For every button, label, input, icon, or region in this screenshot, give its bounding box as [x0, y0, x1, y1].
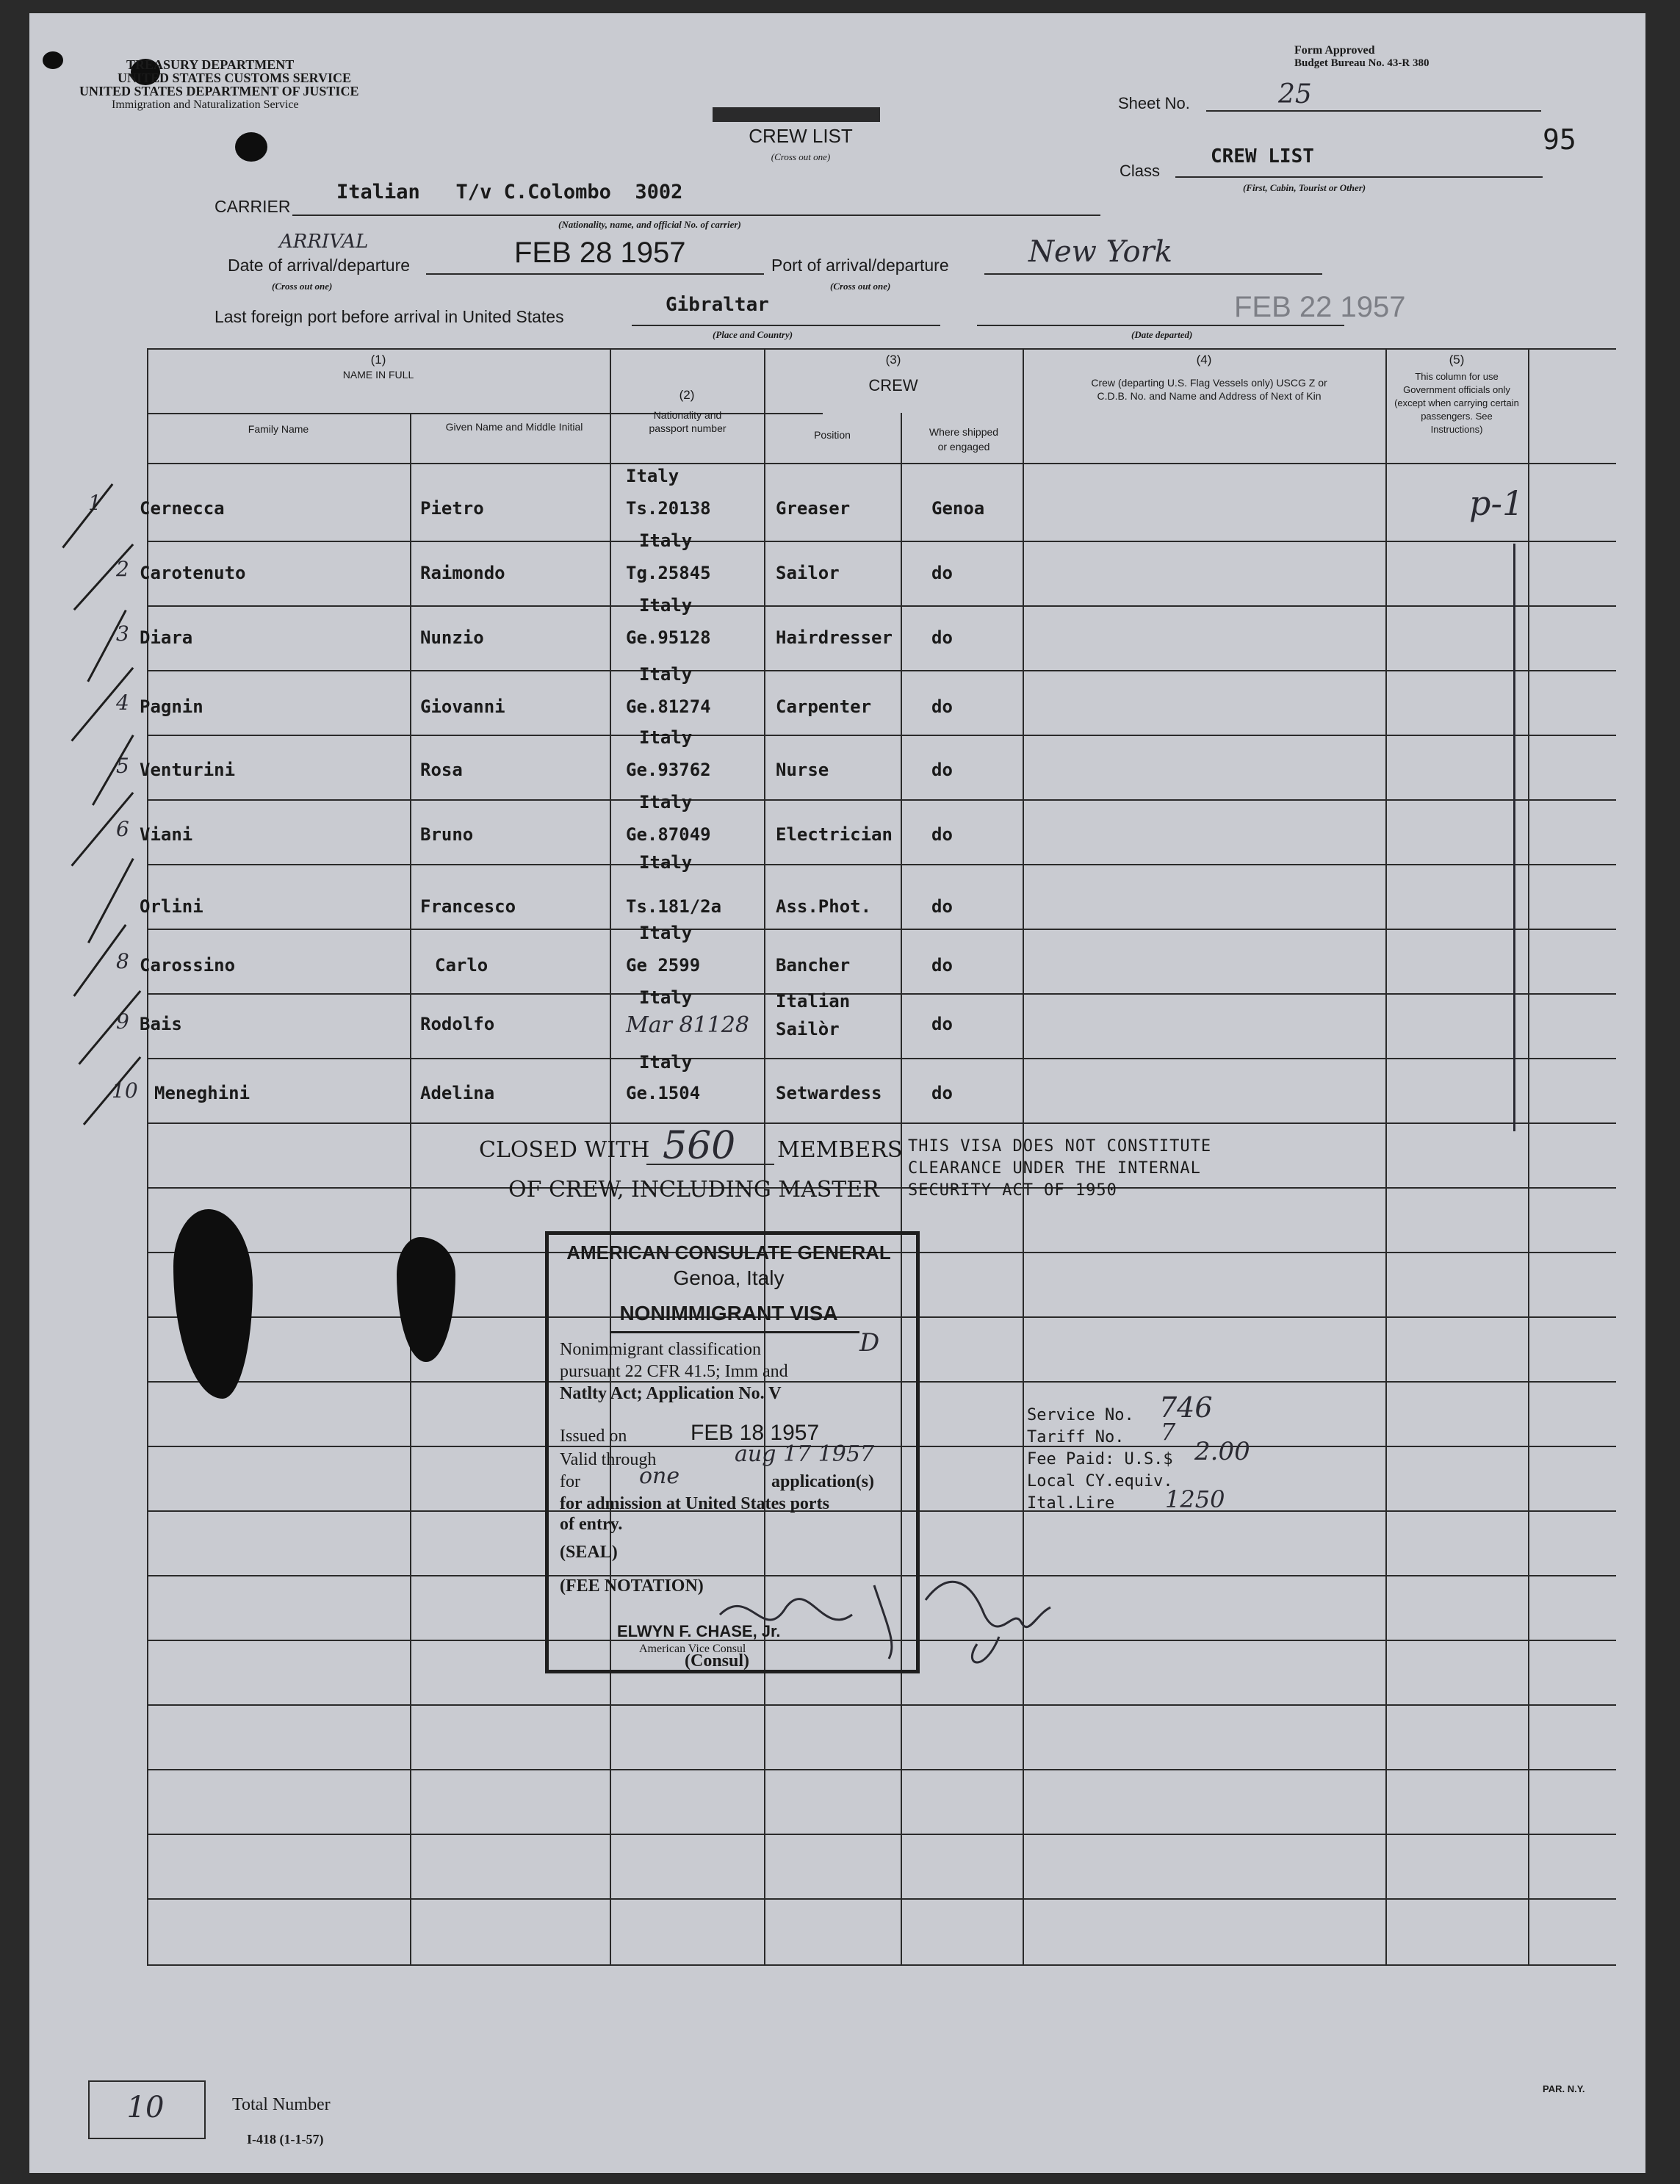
punch-hole-top — [43, 51, 63, 69]
agency-line-2: UNITED STATES CUSTOMS SERVICE — [118, 71, 351, 85]
position: Nurse — [776, 760, 829, 780]
port-label: Port of arrival/departure — [771, 256, 949, 275]
stamp-for-value: one — [639, 1463, 680, 1489]
row-number: 3 — [116, 621, 129, 646]
passport-number: Ge.87049 — [626, 824, 711, 845]
position: Electrician — [776, 824, 893, 845]
where-shipped: do — [931, 563, 953, 583]
row-rule-9 — [147, 1058, 1616, 1059]
family-name: Carotenuto — [140, 563, 246, 583]
form-approved: Form Approved — [1294, 44, 1375, 57]
ink-blot-middle — [397, 1237, 455, 1362]
closed-with-rule — [646, 1164, 774, 1165]
row-rule-7 — [147, 929, 1616, 930]
passport-number: Ge.93762 — [626, 760, 711, 780]
family-name: Meneghini — [154, 1083, 250, 1103]
crew-list-document — [29, 13, 1645, 2173]
col2-title: Nationality and passport number — [649, 409, 727, 434]
row-rule-22 — [147, 1898, 1616, 1900]
stamp-rule — [610, 1331, 859, 1333]
fee-ital-label: Ital.Lire — [1027, 1494, 1115, 1513]
given-name: Giovanni — [420, 696, 505, 717]
stamp-signer-title: American Vice Consul — [639, 1643, 746, 1655]
last-port-value: Gibraltar — [666, 294, 769, 316]
row-rule-4 — [147, 735, 1616, 736]
fee-tariff-value: 7 — [1161, 1418, 1176, 1446]
row-rule-23 — [147, 1964, 1616, 1966]
position: Bancher — [776, 955, 851, 976]
agency-line-3: UNITED STATES DEPARTMENT OF JUSTICE — [79, 84, 359, 98]
printer-mark: PAR. N.Y. — [1543, 2083, 1585, 2094]
carrier-value: Italian T/v C.Colombo 3002 — [336, 181, 683, 203]
nationality: Italy — [639, 727, 693, 748]
nationality: Italy — [639, 923, 693, 943]
stamp-line-1: AMERICAN CONSULATE GENERAL — [566, 1241, 891, 1264]
port-value: New York — [1028, 235, 1172, 269]
class-value: CREW LIST — [1211, 145, 1314, 167]
date-departed-rule — [977, 325, 1344, 326]
where-shipped: do — [931, 824, 953, 845]
stamp-for-label: for — [560, 1472, 580, 1491]
form-number: I-418 (1-1-57) — [247, 2132, 324, 2147]
family-name: Pagnin — [140, 696, 203, 717]
position: Hairdresser — [776, 627, 893, 648]
stamp-entry: of entry. — [560, 1515, 623, 1534]
col-rule-3 — [764, 348, 765, 1964]
row-rule-1 — [147, 541, 1616, 542]
port-rule — [984, 273, 1322, 275]
stamp-consul: (Consul) — [685, 1651, 750, 1671]
given-name: Pietro — [420, 498, 484, 519]
row-number: 6 — [116, 817, 129, 841]
given-name: Rosa — [420, 760, 463, 780]
position: Carpenter — [776, 696, 872, 717]
date-value: FEB 28 1957 — [514, 237, 686, 269]
stamp-classification-value: D — [859, 1328, 880, 1358]
family-name: Diara — [140, 627, 193, 648]
col-rule-6 — [1385, 348, 1387, 1964]
family-name: Carossino — [140, 955, 236, 976]
last-port-note: (Place and Country) — [713, 329, 793, 340]
date-departed-value: FEB 22 1957 — [1234, 291, 1406, 323]
date-departed-note: (Date departed) — [1131, 329, 1193, 340]
nationality: Italy — [639, 530, 693, 551]
family-name: Orlini — [140, 896, 203, 917]
closed-with-label: CLOSED WITH — [479, 1137, 650, 1163]
row-rule-3 — [147, 670, 1616, 671]
ink-blot-header — [235, 132, 267, 162]
given-name: Carlo — [435, 955, 489, 976]
row-number: 8 — [116, 949, 129, 973]
col2-number: (2) — [679, 388, 695, 402]
row-rule-5 — [147, 799, 1616, 801]
where-shipped: Genoa — [931, 498, 985, 519]
date-label: Date of arrival/departure — [228, 256, 411, 275]
row-rule-6 — [147, 864, 1616, 865]
family-name: Bais — [140, 1014, 182, 1034]
last-port-rule — [632, 325, 940, 326]
fee-service-label: Service No. — [1027, 1406, 1134, 1424]
where-shipped: do — [931, 1014, 953, 1034]
row-number: 5 — [116, 754, 129, 778]
class-note: (First, Cabin, Tourist or Other) — [1243, 182, 1366, 193]
page-number: 95 — [1543, 123, 1576, 156]
family-name: Venturini — [140, 760, 236, 780]
col-rule-5 — [1023, 348, 1024, 1964]
col1a-header: Family Name — [248, 423, 309, 435]
col4-title: Crew (departing U.S. Flag Vessels only) USCG Z or C.D.B. No. and Name and Address of Next of Kin — [1091, 377, 1327, 402]
nationality: Italy — [639, 664, 693, 685]
date-rule — [426, 273, 764, 275]
where-shipped: do — [931, 896, 953, 917]
class-label: Class — [1120, 162, 1161, 180]
fee-tariff-label: Tariff No. — [1027, 1428, 1125, 1446]
fee-service-value: 746 — [1159, 1391, 1213, 1424]
sheet-label: Sheet No. — [1118, 94, 1190, 112]
passport-number: Ge.81274 — [626, 696, 711, 717]
visa-note-3: SECURITY ACT OF 1950 — [908, 1181, 1117, 1200]
position: Greaser — [776, 498, 851, 519]
row-number: 9 — [116, 1009, 129, 1034]
fee-ital-value: 1250 — [1165, 1485, 1225, 1513]
table-top-rule — [147, 348, 1616, 350]
stamp-pursuant-2: Natlty Act; Application No. V — [560, 1384, 782, 1403]
row-number — [95, 873, 109, 897]
passport-number: Ge.1504 — [626, 1083, 701, 1103]
col-rule-7 — [1528, 348, 1529, 1964]
budget-bureau: Budget Bureau No. 43-R 380 — [1294, 57, 1430, 69]
tick-mark — [87, 610, 126, 682]
col5-title: This column for use Government officials only (except when carrying certain passengers. See Instructions) — [1394, 371, 1519, 435]
stamp-admission: for admission at United States ports — [560, 1494, 829, 1513]
agency-line-4: Immigration and Naturalization Service — [112, 98, 299, 111]
passport-number: Ts.20138 — [626, 498, 711, 519]
nationality: Italy — [639, 595, 693, 616]
col3a-header: Position — [814, 429, 851, 441]
tick-mark — [78, 990, 141, 1065]
col1-number: (1) — [370, 353, 386, 367]
struck-title — [713, 107, 880, 122]
nationality: Italy — [639, 987, 693, 1008]
col3-title: CREW — [868, 376, 918, 394]
nationality: Italy — [626, 466, 679, 486]
where-shipped: do — [931, 696, 953, 717]
class-rule — [1175, 176, 1543, 178]
fee-paid-label: Fee Paid: U.S.$ — [1027, 1450, 1173, 1468]
total-value: 10 — [126, 2091, 165, 2124]
stamp-issued-label: Issued on — [560, 1427, 627, 1446]
stamp-signer: ELWYN F. CHASE, Jr. — [617, 1622, 781, 1640]
passport-number: Ge.95128 — [626, 627, 711, 648]
form-title: CREW LIST — [749, 125, 853, 147]
position: Sailor — [776, 563, 840, 583]
stamp-line-3: NONIMMIGRANT VISA — [619, 1302, 838, 1325]
visa-note-1: THIS VISA DOES NOT CONSTITUTE — [908, 1137, 1212, 1156]
col3-number: (3) — [885, 353, 901, 367]
visa-note-2: CLEARANCE UNDER THE INTERNAL — [908, 1159, 1201, 1178]
fee-paid-value: 2.00 — [1194, 1437, 1250, 1466]
title-note: (Cross out one) — [771, 151, 831, 162]
passport-number: Tg.25845 — [626, 563, 711, 583]
passport-number: Mar 81128 — [626, 1012, 749, 1038]
stamp-seal: (SEAL) — [560, 1543, 618, 1562]
tick-mark — [87, 858, 134, 943]
given-name: Bruno — [420, 824, 474, 845]
signature — [705, 1556, 1087, 1681]
stamp-pursuant-1: pursuant 22 CFR 41.5; Imm and — [560, 1362, 788, 1381]
col1-title: NAME IN FULL — [342, 369, 414, 381]
family-name: Viani — [140, 824, 193, 845]
given-name: Francesco — [420, 896, 516, 917]
col1b-header: Given Name and Middle Initial — [445, 421, 583, 433]
carrier-label: CARRIER — [214, 197, 291, 216]
closed-with-number: 560 — [663, 1124, 736, 1168]
given-name: Nunzio — [420, 627, 484, 648]
last-port-label: Last foreign port before arrival in United States — [214, 307, 564, 326]
passport-number: Ts.181/2a — [626, 896, 722, 917]
row-rule-20 — [147, 1769, 1616, 1770]
col-rule-4 — [901, 413, 902, 1964]
passport-number: Ge 2599 — [626, 955, 701, 976]
where-shipped: do — [931, 1083, 953, 1103]
given-name: Raimondo — [420, 563, 505, 583]
col4-number: (4) — [1196, 353, 1212, 367]
stamp-valid-value: aug 17 1957 — [735, 1441, 875, 1467]
given-name: Adelina — [420, 1083, 495, 1103]
date-note: (Cross out one) — [272, 281, 333, 292]
position: Ass.Phot. — [776, 896, 872, 917]
nationality: Italy — [639, 792, 693, 812]
row-rule-21 — [147, 1834, 1616, 1835]
where-shipped: do — [931, 627, 953, 648]
total-label: Total Number — [232, 2095, 331, 2114]
carrier-note: (Nationality, name, and official No. of carrier) — [558, 219, 741, 230]
col5-number: (5) — [1449, 353, 1465, 367]
stamp-classification-label: Nonimmigrant classification — [560, 1340, 761, 1359]
row-number: 10 — [112, 1078, 138, 1103]
nationality: Italy — [639, 852, 693, 873]
col5-note: p-1 — [1469, 483, 1524, 523]
given-name: Rodolfo — [420, 1014, 495, 1034]
where-shipped: do — [931, 760, 953, 780]
stamp-fee: (FEE NOTATION) — [560, 1576, 704, 1596]
sheet-rule — [1206, 110, 1541, 112]
stamp-application-label: application(s) — [771, 1472, 875, 1491]
closed-with-line2: OF CREW, INCLUDING MASTER — [508, 1177, 879, 1203]
sheet-value: 25 — [1278, 79, 1312, 109]
row-rule-8 — [147, 993, 1616, 995]
carrier-rule — [292, 215, 1100, 216]
agency-line-1: TREASURY DEPARTMENT — [126, 57, 295, 72]
col3b-header: Where shipped or engaged — [929, 426, 999, 453]
date-hand: ARRIVAL — [279, 231, 369, 253]
stamp-line-2: Genoa, Italy — [673, 1266, 785, 1289]
fee-local: Local CY.equiv. — [1027, 1472, 1173, 1491]
where-shipped: do — [931, 955, 953, 976]
row-number: 4 — [116, 691, 129, 715]
nationality: Italy — [639, 1052, 693, 1073]
stamp-issued-value: FEB 18 1957 — [691, 1421, 820, 1445]
port-note: (Cross out one) — [830, 281, 891, 292]
col-rule-0 — [147, 348, 148, 1964]
row-rule-11 — [147, 1187, 1616, 1189]
row-number: 2 — [116, 557, 129, 581]
ink-blot-left — [173, 1209, 253, 1399]
table-head-bottom-rule — [147, 463, 1616, 464]
row-rule-19 — [147, 1704, 1616, 1706]
family-name: Cernecca — [140, 498, 225, 519]
row-rule-10 — [147, 1122, 1616, 1124]
closed-with-members: MEMBERS — [777, 1137, 903, 1163]
position: Italian Sailòr — [776, 991, 851, 1039]
row-number: 1 — [88, 491, 101, 515]
row-rule-2 — [147, 605, 1616, 607]
position: Setwardess — [776, 1083, 882, 1103]
col5-bracket — [1513, 544, 1515, 1131]
stamp-valid-label: Valid through — [560, 1450, 657, 1469]
col-rule-1 — [410, 413, 411, 1964]
